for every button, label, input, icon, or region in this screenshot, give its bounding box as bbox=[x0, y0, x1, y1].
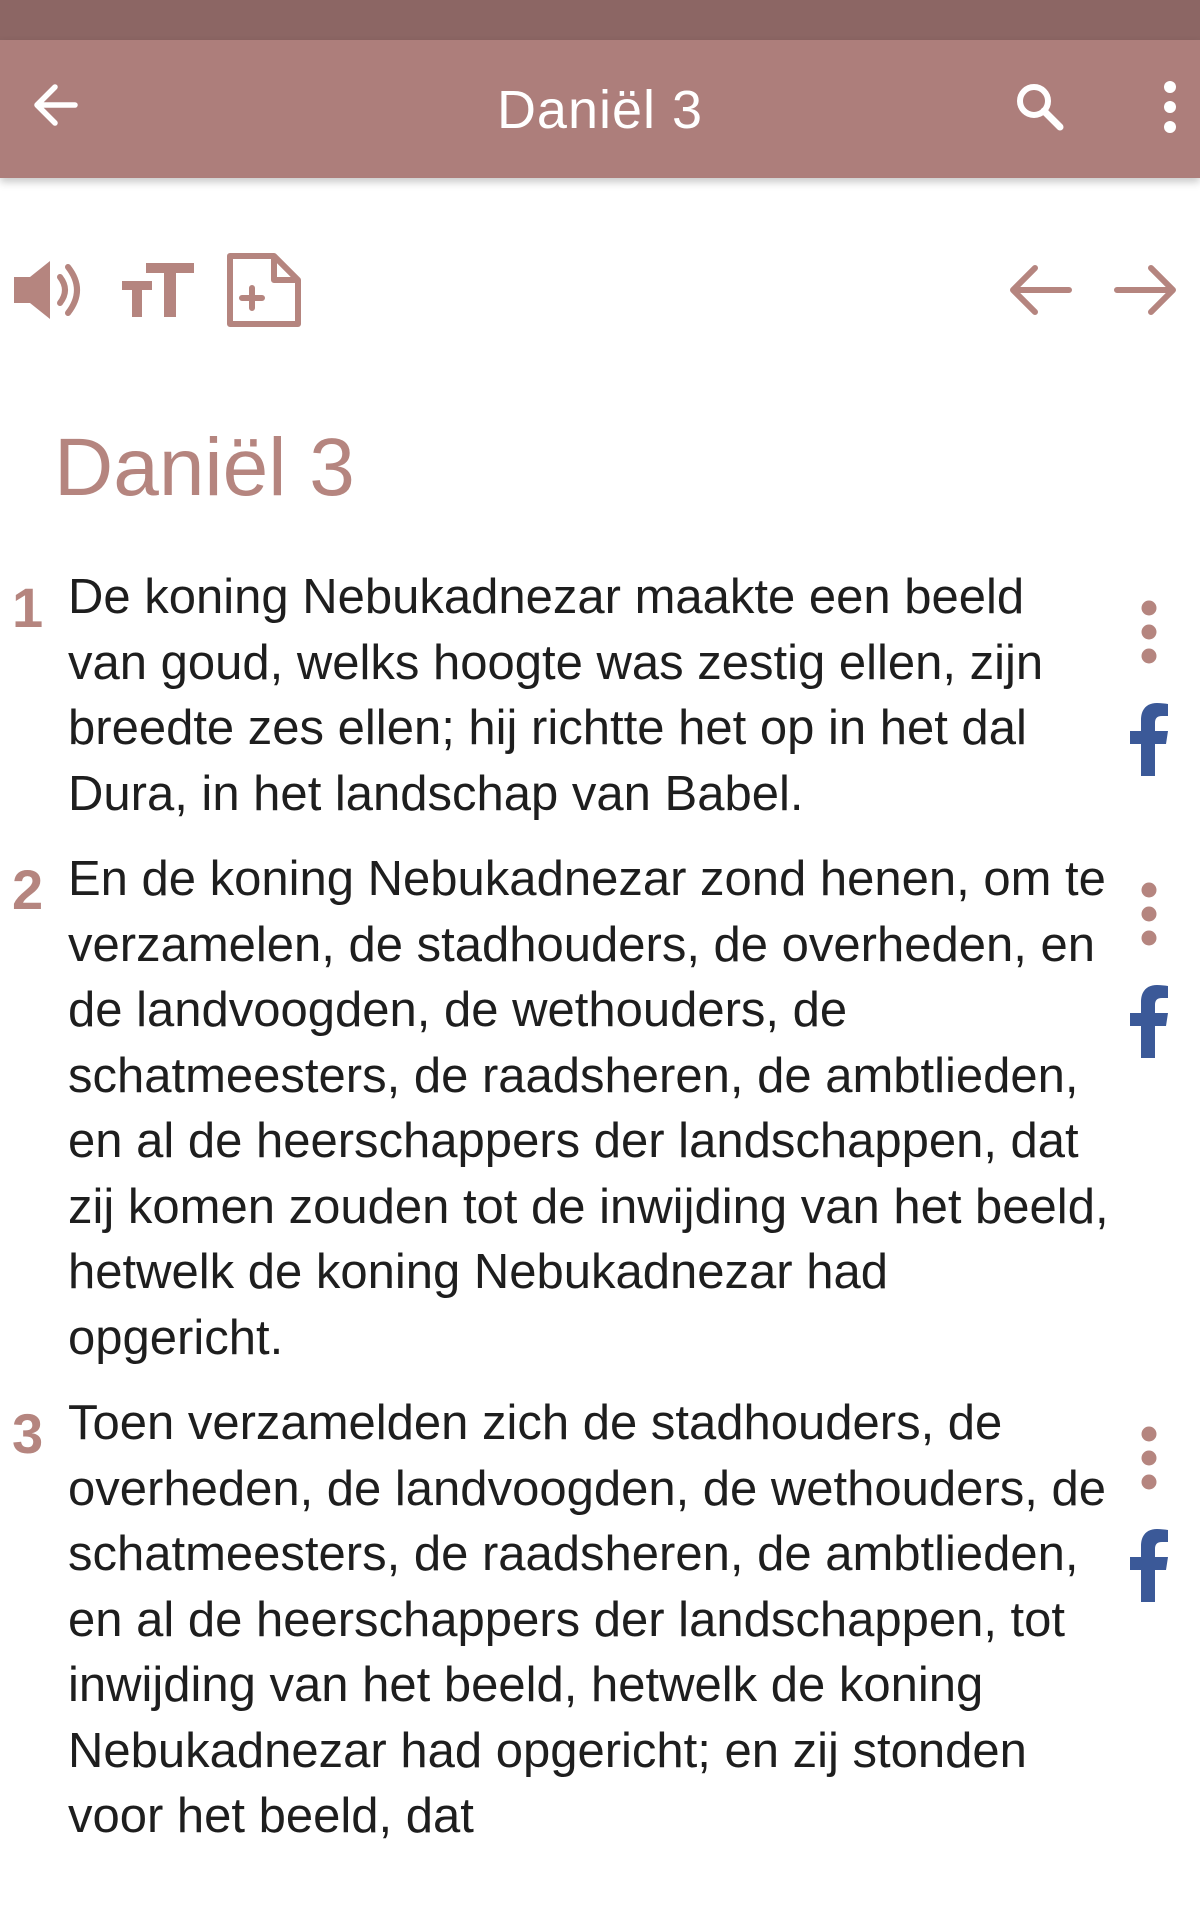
facebook-icon bbox=[1129, 702, 1169, 776]
previous-chapter-button[interactable] bbox=[1000, 240, 1080, 340]
facebook-share-button[interactable] bbox=[1125, 1526, 1173, 1604]
status-bar bbox=[0, 0, 1200, 40]
speaker-icon bbox=[10, 255, 86, 325]
search-icon bbox=[1012, 79, 1068, 135]
verse-text: De koning Nebukadnezar maakte een beeld van goud, welks hoogte was zestig ellen, zijn breedte zes ellen; hij richtte het op in het dal Dura, in het landschap van Babel. bbox=[68, 570, 1044, 821]
verse-text: En de koning Nebukadnezar zond henen, om te verzamelen, de stadhouders, de overheden, en de landvoogden, de wethouders, de schatmeesters, de raadsheren, de ambtlieden, en al de heerschappers der landschappen, dat zij komen zouden tot de inwijding van het beeld, hetwelk de koning Nebukadnezar had opgericht. bbox=[68, 852, 1109, 1365]
verse-list bbox=[0, 565, 1200, 1870]
app-bar-title: Daniël 3 bbox=[496, 80, 704, 140]
verse-number: 3 bbox=[12, 1402, 44, 1465]
next-chapter-button[interactable] bbox=[1106, 240, 1186, 340]
facebook-share-button[interactable] bbox=[1125, 700, 1173, 778]
verse-item[interactable] bbox=[0, 1391, 1200, 1850]
verse-options-button[interactable] bbox=[1125, 595, 1173, 669]
verse-number: 1 bbox=[12, 576, 44, 639]
verse-options-button[interactable] bbox=[1125, 877, 1173, 951]
more-vert-icon bbox=[1139, 599, 1159, 665]
previous-chapter-icon bbox=[1005, 260, 1075, 320]
add-note-icon bbox=[224, 250, 304, 330]
text-size-button[interactable] bbox=[118, 240, 198, 340]
more-vert-icon bbox=[1160, 79, 1180, 135]
chapter-title: Daniël 3 bbox=[54, 422, 355, 513]
verse-options-button[interactable] bbox=[1125, 1421, 1173, 1495]
verse-item[interactable] bbox=[0, 847, 1200, 1371]
reading-toolbar bbox=[0, 240, 1200, 340]
add-note-button[interactable] bbox=[222, 240, 306, 340]
verse-item[interactable] bbox=[0, 565, 1200, 827]
verse-text: Toen verzamelden zich de stadhouders, de overheden, de landvoogden, de wethouders, de schatmeesters, de raadsheren, de ambtlieden, en al de heerschappers der landschappen, tot inwijding van het beeld, hetwelk de koning Nebukadnezar had opgericht; en zij stonden voor het beeld, dat bbox=[68, 1396, 1106, 1843]
next-chapter-icon bbox=[1111, 260, 1181, 320]
search-button[interactable] bbox=[1005, 72, 1075, 142]
facebook-share-button[interactable] bbox=[1125, 982, 1173, 1060]
facebook-icon bbox=[1129, 1528, 1169, 1602]
facebook-icon bbox=[1129, 984, 1169, 1058]
app-bar bbox=[0, 40, 1200, 178]
audio-button[interactable] bbox=[8, 240, 88, 340]
verse-number: 2 bbox=[12, 858, 44, 921]
more-vert-icon bbox=[1139, 1425, 1159, 1491]
more-vert-icon bbox=[1139, 881, 1159, 947]
overflow-menu-button[interactable] bbox=[1140, 72, 1200, 142]
text-size-icon bbox=[120, 259, 196, 321]
